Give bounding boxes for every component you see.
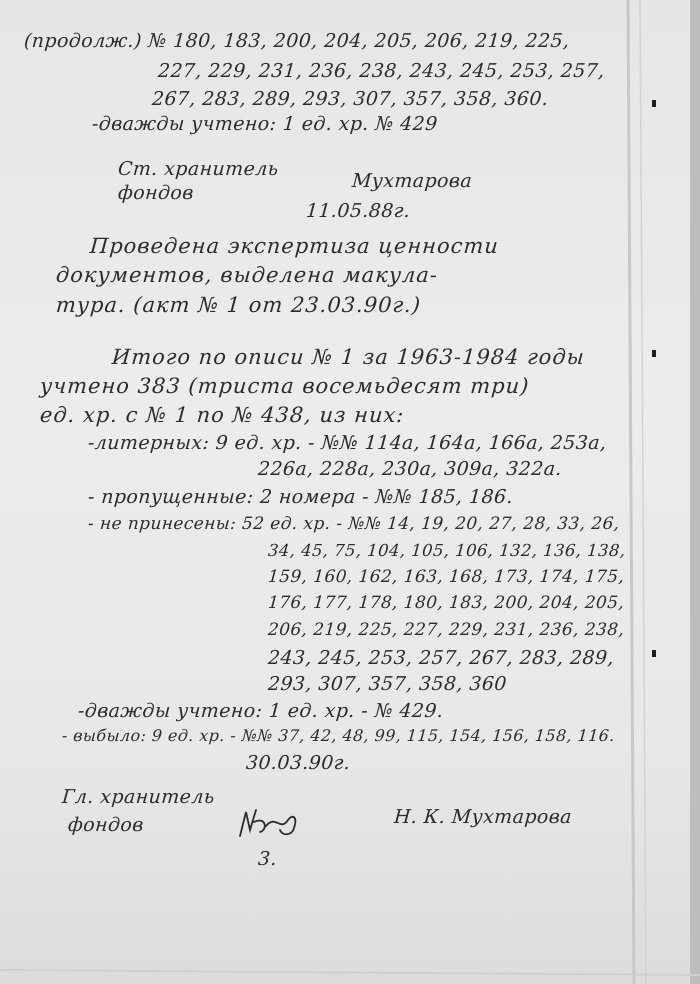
binding-hole-mark (652, 650, 656, 657)
text-line-26: - выбыло: 9 ед. хр. - №№ 37, 42, 48, 99, 115, 154, 156, 158, 116. (61, 726, 616, 745)
handwritten-signature (236, 806, 306, 842)
text-line-11: тура. (акт № 1 от 23.03.90г.) (55, 293, 422, 317)
text-line-20: 159, 160, 162, 163, 168, 173, 174, 175, (267, 567, 625, 587)
signer-title-1: Ст. хранитель (117, 158, 280, 180)
text-line-25: -дважды учтено: 1 ед. хр. - № 429. (77, 700, 445, 722)
text-line-10: документов, выделена макула- (55, 263, 439, 287)
text-line-19: 34, 45, 75, 104, 105, 106, 132, 136, 138, (267, 541, 627, 560)
signer-title-4: фондов (67, 814, 145, 836)
signer-name-2: Н. К. Мухтарова (393, 806, 573, 828)
text-line-2: 227, 229, 231, 236, 238, 243, 245, 253, 257, (157, 60, 606, 82)
text-line-3: 267, 283, 289, 293, 307, 357, 358, 360. (151, 88, 550, 110)
signer-title-3: Гл. хранитель (61, 786, 216, 808)
signer-title-2: фондов (117, 182, 195, 204)
page-number: 3. (257, 848, 278, 870)
text-line-12: Итого по описи № 1 за 1963-1984 годы (111, 345, 586, 369)
text-line-1: (продолж.) № 180, 183, 200, 204, 205, 206, 219, 225, (23, 30, 571, 52)
date-1: 11.05.88г. (305, 200, 412, 222)
text-line-15: -литерных: 9 ед. хр. - №№ 114а, 164а, 166а, 253а, (87, 432, 608, 454)
text-line-21: 176, 177, 178, 180, 183, 200, 204, 205, (267, 593, 625, 613)
text-line-24: 293, 307, 357, 358, 360 (267, 673, 508, 695)
text-line-18: - не принесены: 52 ед. хр. - №№ 14, 19, 20, 27, 28, 33, 26, (87, 514, 621, 534)
text-line-23: 243, 245, 253, 257, 267, 283, 289, (267, 647, 615, 669)
text-line-22: 206, 219, 225, 227, 229, 231, 236, 238, (267, 620, 625, 640)
date-2: 30.03.90г. (245, 752, 352, 774)
text-line-4: -дважды учтено: 1 ед. хр. № 429 (91, 113, 439, 135)
text-line-13: учтено 383 (триста восемьдесят три) (39, 374, 531, 398)
binding-hole-mark (652, 100, 656, 107)
text-line-16: 226а, 228а, 230а, 309а, 322а. (257, 458, 563, 480)
binding-hole-mark (652, 350, 656, 357)
text-line-9: Проведена экспертиза ценности (89, 234, 500, 258)
signer-name-1: Мухтарова (351, 170, 473, 192)
text-line-14: ед. хр. с № 1 по № 438, из них: (39, 403, 406, 427)
text-line-17: - пропущенные: 2 номера - №№ 185, 186. (87, 486, 514, 508)
